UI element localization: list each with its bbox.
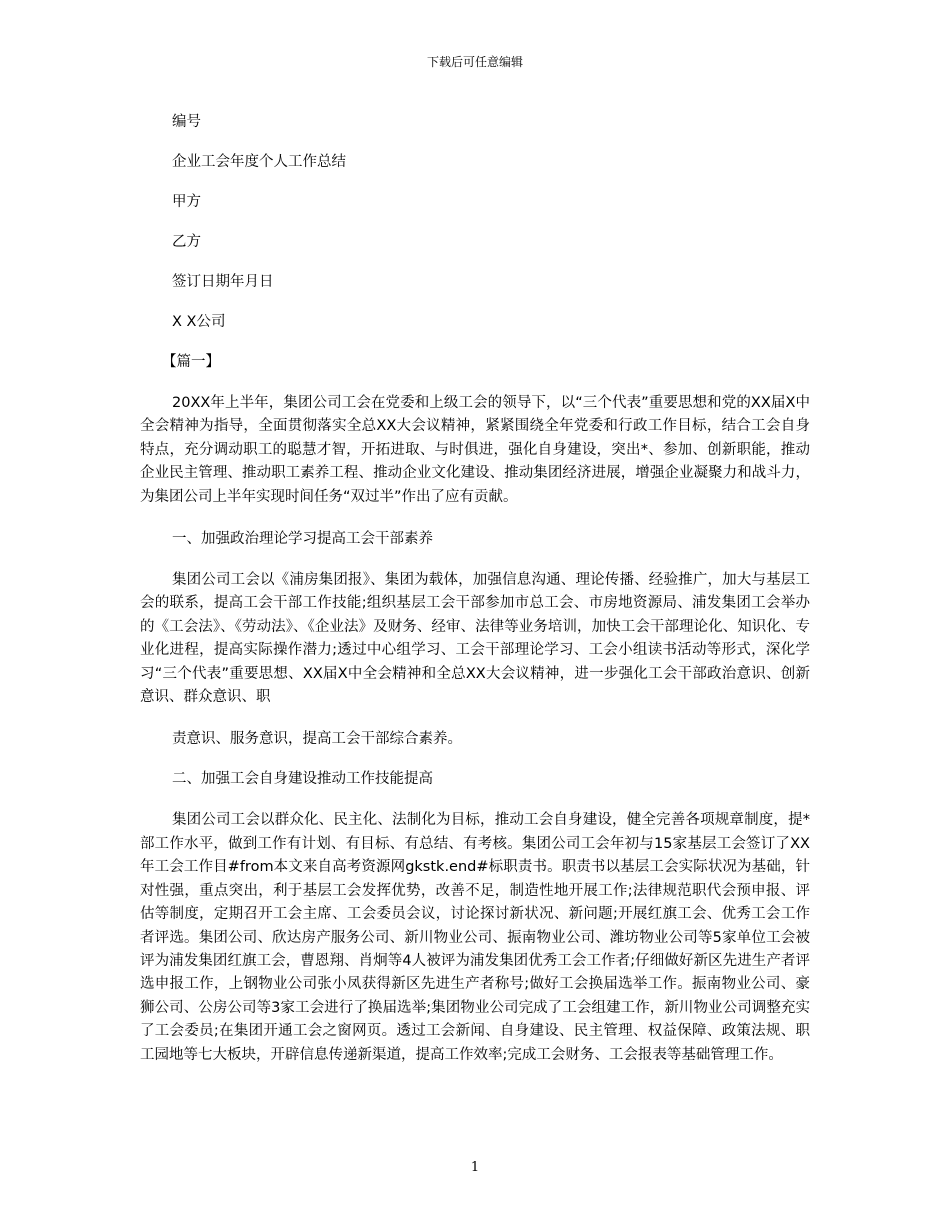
document-body bbox=[140, 112, 810, 1087]
section-1-paragraph: 集团公司工会以《浦房集团报》、集团为载体，加强信息沟通、理论传播、经验推广，加大与基层工会的联系，提高工会干部工作技能;组织基层工会干部参加市总工会、市房地资源局、浦发集团工会举办的《工会法》、《劳动法》、《企业法》及财务、经审、法律等业务培训，加快工会干部理论化、知识化、专业化进程，提高实际操作潜力;透过中心组学习、工会干部理论学习、工会小组读书活动等形式，深化学习“三个代表”重要思想、XX届X中全会精神和全总XX大会议精神，进一步强化工会干部政治意识、创新意识、群众意识、职 bbox=[140, 572, 810, 706]
company-name: X X公司 bbox=[172, 314, 226, 330]
section-label: 【篇一】 bbox=[162, 354, 220, 370]
page-number: 1 bbox=[470, 1160, 480, 1175]
sign-date-label: 签订日期年月日 bbox=[172, 274, 274, 290]
party-a-label: 甲方 bbox=[172, 194, 201, 210]
document-title: 企业工会年度个人工作总结 bbox=[172, 154, 346, 170]
party-b-label: 乙方 bbox=[172, 234, 201, 250]
section-heading-2: 二、加强工会自身建设推动工作技能提高 bbox=[172, 771, 433, 788]
document-number-label: 编号 bbox=[172, 114, 201, 130]
page-header-note: 下载后可任意编辑 bbox=[426, 55, 523, 69]
intro-paragraph: 20XX年上半年，集团公司工会在党委和上级工会的领导下，以“三个代表”重要思想和党的XX届X中全会精神为指导，全面贯彻落实全总XX大会议精神，紧紧围绕全年党委和行政工作目标，结合工会自身特点，充分调动职工的聪慧才智，开拓进取、与时俱进，强化自身建设，突出*、参加、创新职能，推动企业民主管理、推动职工素养工程、推动企业文化建设、推动集团经济进展，增强企业凝聚力和战斗力，为集团公司上半年实现时间任务“双过半”作出了应有贡献。 bbox=[140, 395, 810, 505]
section-heading-1: 一、加强政治理论学习提高工会干部素养 bbox=[172, 531, 433, 548]
section-1-paragraph-continued: 责意识、服务意识，提高工会干部综合素养。 bbox=[172, 731, 462, 748]
section-2-paragraph: 集团公司工会以群众化、民主化、法制化为目标，推动工会自身建设，健全完善各项规章制度，提*部工作水平，做到工作有计划、有目标、有总结、有考核。集团公司工会年初与15家基层工会签订了XX年工会工作目#from本文来自高考资源网gkstk.end#标职责书。职责书以基层工会实际状况为基础，针对性强，重点突出，利于基层工会发挥优势，改善不足，制造性地开展工作;法律规范职代会预申报、评估等制度，定期召开工会主席、工会委员会议，讨论探讨新状况、新问题;开展红旗工会、优秀工会工作者评选。集团公司、欣达房产服务公司、新川物业公司、振南物业公司、潍坊物业公司等5家单位工会被评为浦发集团红旗工会，曹恩翔、肖炯等4人被评为浦发集团优秀工会工作者;仔细做好新区先进生产者评选申报工作，上钢物业公司张小凤获得新区先进生产者称号;做好工会换届选举工作。振南物业公司、豪狮公司、公房公司等3家工会进行了换届选举;集团物业公司完成了工会组建工作，新川物业公司调整充实了工会委员;在集团开通工会之窗网页。透过工会新闻、自身建设、民主管理、权益保障、政策法规、职工园地等七大板块，开辟信息传递新渠道，提高工作效率;完成工会财务、工会报表等基础管理工作。 bbox=[140, 812, 810, 1063]
